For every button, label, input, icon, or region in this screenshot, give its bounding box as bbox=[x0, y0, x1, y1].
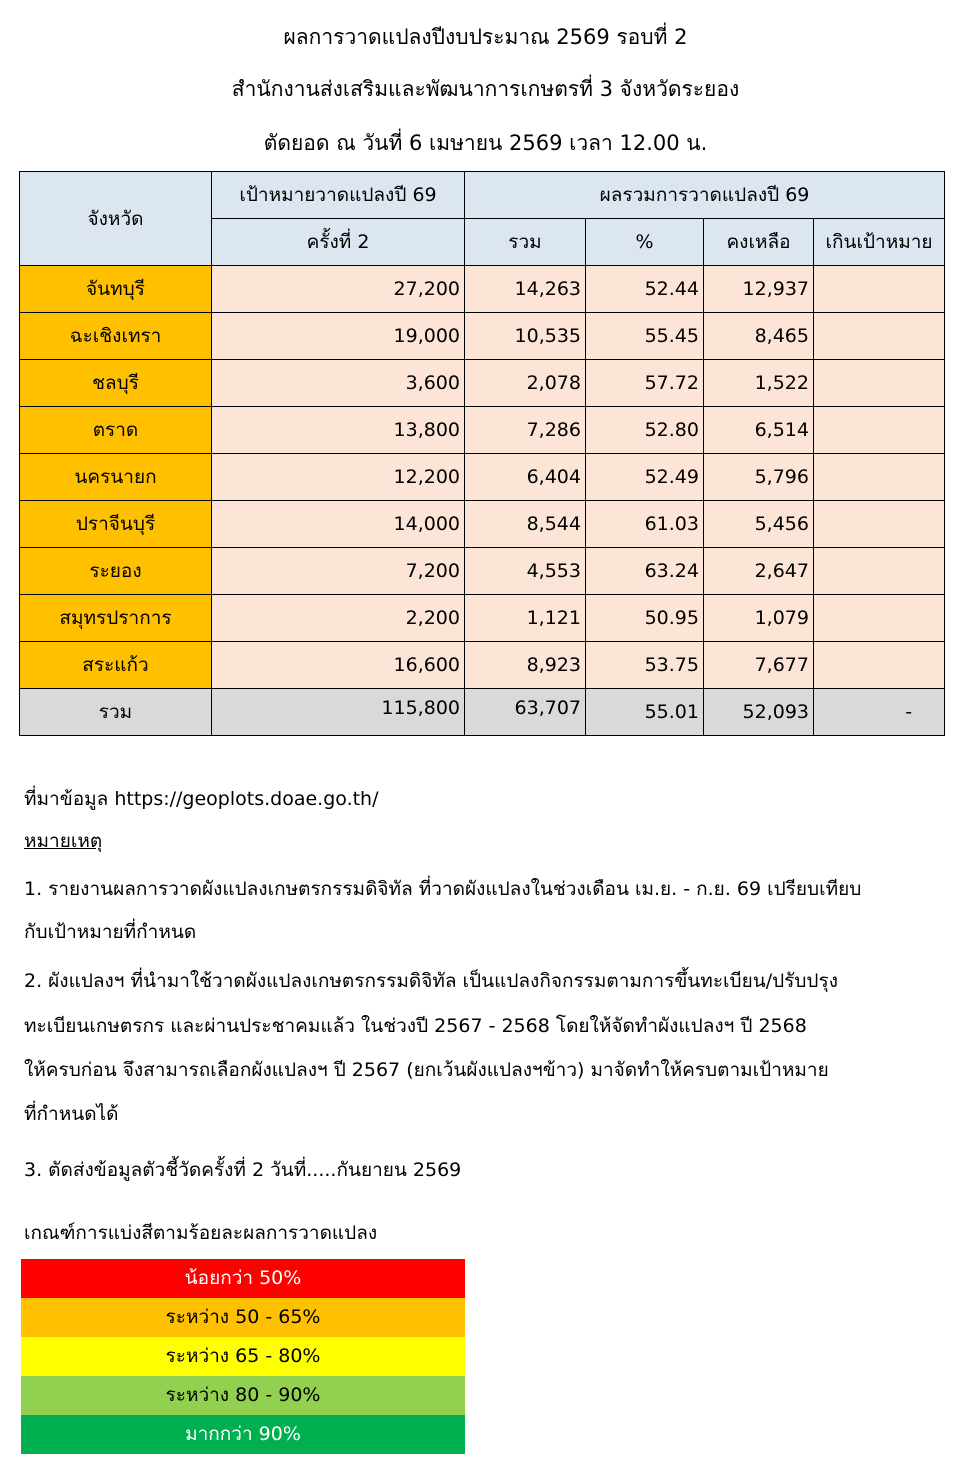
header-target-group: เป้าหมายวาดแปลงปี 69 bbox=[212, 172, 465, 219]
note-3: 3. ตัดส่งข้อมูลตัวชี้วัดครั้งที่ 2 วันที่.....กันยายน 2569 bbox=[24, 1159, 462, 1181]
total-cell: 8,923 bbox=[465, 642, 586, 689]
remaining-cell: 8,465 bbox=[704, 313, 814, 360]
total-target: 115,800 bbox=[212, 689, 465, 736]
target-cell: 2,200 bbox=[212, 595, 465, 642]
province-cell: ระยอง bbox=[20, 548, 212, 595]
target-cell: 27,200 bbox=[212, 266, 465, 313]
target-cell: 7,200 bbox=[212, 548, 465, 595]
remaining-cell: 5,796 bbox=[704, 454, 814, 501]
header-province: จังหวัด bbox=[20, 172, 212, 266]
over-cell bbox=[814, 501, 945, 548]
over-cell bbox=[814, 407, 945, 454]
remaining-cell: 5,456 bbox=[704, 501, 814, 548]
over-cell bbox=[814, 548, 945, 595]
color-legend bbox=[21, 1259, 465, 1454]
target-cell: 13,800 bbox=[212, 407, 465, 454]
percent-cell: 53.75 bbox=[586, 642, 704, 689]
notes-heading: หมายเหตุ bbox=[24, 830, 103, 852]
total-cell: 8,544 bbox=[465, 501, 586, 548]
header-percent: % bbox=[586, 219, 704, 266]
total-cell: 2,078 bbox=[465, 360, 586, 407]
province-cell: สมุทรปราการ bbox=[20, 595, 212, 642]
header-result-group: ผลรวมการวาดแปลงปี 69 bbox=[465, 172, 945, 219]
province-cell: ตราด bbox=[20, 407, 212, 454]
percent-cell: 50.95 bbox=[586, 595, 704, 642]
header-over-target: เกินเป้าหมาย bbox=[814, 219, 945, 266]
cutoff-date: ตัดยอด ณ วันที่ 6 เมษายน 2569 เวลา 12.00 น. bbox=[263, 131, 708, 155]
province-cell: สระแก้ว bbox=[20, 642, 212, 689]
target-cell: 19,000 bbox=[212, 313, 465, 360]
table-row bbox=[20, 266, 945, 313]
remaining-cell: 1,522 bbox=[704, 360, 814, 407]
legend-title: เกณฑ์การแบ่งสีตามร้อยละผลการวาดแปลง bbox=[24, 1222, 378, 1244]
legend-above-90: มากกว่า 90% bbox=[21, 1415, 465, 1454]
remaining-cell: 7,677 bbox=[704, 642, 814, 689]
report-title: ผลการวาดแปลงปีงบประมาณ 2569 รอบที่ 2 bbox=[283, 25, 688, 49]
total-sum: 63,707 bbox=[465, 689, 586, 736]
over-cell bbox=[814, 360, 945, 407]
total-remaining: 52,093 bbox=[704, 689, 814, 736]
total-cell: 14,263 bbox=[465, 266, 586, 313]
remaining-cell: 1,079 bbox=[704, 595, 814, 642]
data-source: ที่มาข้อมูล https://geoplots.doae.go.th/ bbox=[24, 788, 379, 810]
table-row bbox=[20, 313, 945, 360]
total-over: - bbox=[814, 689, 945, 736]
note-2-line-4: ที่กำหนดได้ bbox=[24, 1103, 119, 1125]
percent-cell: 57.72 bbox=[586, 360, 704, 407]
percent-cell: 63.24 bbox=[586, 548, 704, 595]
target-cell: 16,600 bbox=[212, 642, 465, 689]
province-cell: นครนายก bbox=[20, 454, 212, 501]
remaining-cell: 2,647 bbox=[704, 548, 814, 595]
legend-below-50: น้อยกว่า 50% bbox=[21, 1259, 465, 1298]
results-table bbox=[19, 171, 945, 736]
remaining-cell: 6,514 bbox=[704, 407, 814, 454]
over-cell bbox=[814, 313, 945, 360]
total-cell: 7,286 bbox=[465, 407, 586, 454]
table-row bbox=[20, 548, 945, 595]
over-cell bbox=[814, 642, 945, 689]
total-percent: 55.01 bbox=[586, 689, 704, 736]
total-cell: 1,121 bbox=[465, 595, 586, 642]
target-cell: 12,200 bbox=[212, 454, 465, 501]
note-2-line-3: ให้ครบก่อน จึงสามารถเลือกผังแปลงฯ ปี 2567 (ยกเว้นผังแปลงฯข้าว) มาจัดทำให้ครบตามเป้าหมาย bbox=[24, 1059, 829, 1081]
note-1-line-1: 1. รายงานผลการวาดผังแปลงเกษตรกรรมดิจิทัล ที่วาดผังแปลงในช่วงเดือน เม.ย. - ก.ย. 69 เปรียบเทียบ bbox=[24, 878, 862, 900]
percent-cell: 52.49 bbox=[586, 454, 704, 501]
note-2-line-2: ทะเบียนเกษตรกร และผ่านประชาคมแล้ว ในช่วงปี 2567 - 2568 โดยให้จัดทำผังแปลงฯ ปี 2568 bbox=[24, 1015, 807, 1037]
over-cell bbox=[814, 595, 945, 642]
target-cell: 14,000 bbox=[212, 501, 465, 548]
province-cell: จันทบุรี bbox=[20, 266, 212, 313]
header-target-sub: ครั้งที่ 2 bbox=[212, 219, 465, 266]
office-title: สำนักงานส่งเสริมและพัฒนาการเกษตรที่ 3 จังหวัดระยอง bbox=[231, 77, 740, 101]
note-2-line-1: 2. ผังแปลงฯ ที่นำมาใช้วาดผังแปลงเกษตรกรรมดิจิทัล เป็นแปลงกิจกรรมตามการขึ้นทะเบียน/ปรับปรุง bbox=[24, 970, 838, 992]
total-cell: 10,535 bbox=[465, 313, 586, 360]
percent-cell: 61.03 bbox=[586, 501, 704, 548]
table-row bbox=[20, 454, 945, 501]
over-cell bbox=[814, 266, 945, 313]
province-cell: ชลบุรี bbox=[20, 360, 212, 407]
province-cell: ฉะเชิงเทรา bbox=[20, 313, 212, 360]
table-row bbox=[20, 407, 945, 454]
target-cell: 3,600 bbox=[212, 360, 465, 407]
total-cell: 4,553 bbox=[465, 548, 586, 595]
note-1-line-2: กับเป้าหมายที่กำหนด bbox=[24, 921, 197, 943]
table-row bbox=[20, 360, 945, 407]
total-row bbox=[20, 689, 945, 736]
legend-50-65: ระหว่าง 50 - 65% bbox=[21, 1298, 465, 1337]
province-cell: ปราจีนบุรี bbox=[20, 501, 212, 548]
percent-cell: 52.80 bbox=[586, 407, 704, 454]
over-cell bbox=[814, 454, 945, 501]
legend-65-80: ระหว่าง 65 - 80% bbox=[21, 1337, 465, 1376]
header-total: รวม bbox=[465, 219, 586, 266]
total-label: รวม bbox=[20, 689, 212, 736]
header-remaining: คงเหลือ bbox=[704, 219, 814, 266]
total-cell: 6,404 bbox=[465, 454, 586, 501]
percent-cell: 55.45 bbox=[586, 313, 704, 360]
percent-cell: 52.44 bbox=[586, 266, 704, 313]
table-row bbox=[20, 595, 945, 642]
remaining-cell: 12,937 bbox=[704, 266, 814, 313]
legend-80-90: ระหว่าง 80 - 90% bbox=[21, 1376, 465, 1415]
table-row bbox=[20, 642, 945, 689]
table-row bbox=[20, 501, 945, 548]
